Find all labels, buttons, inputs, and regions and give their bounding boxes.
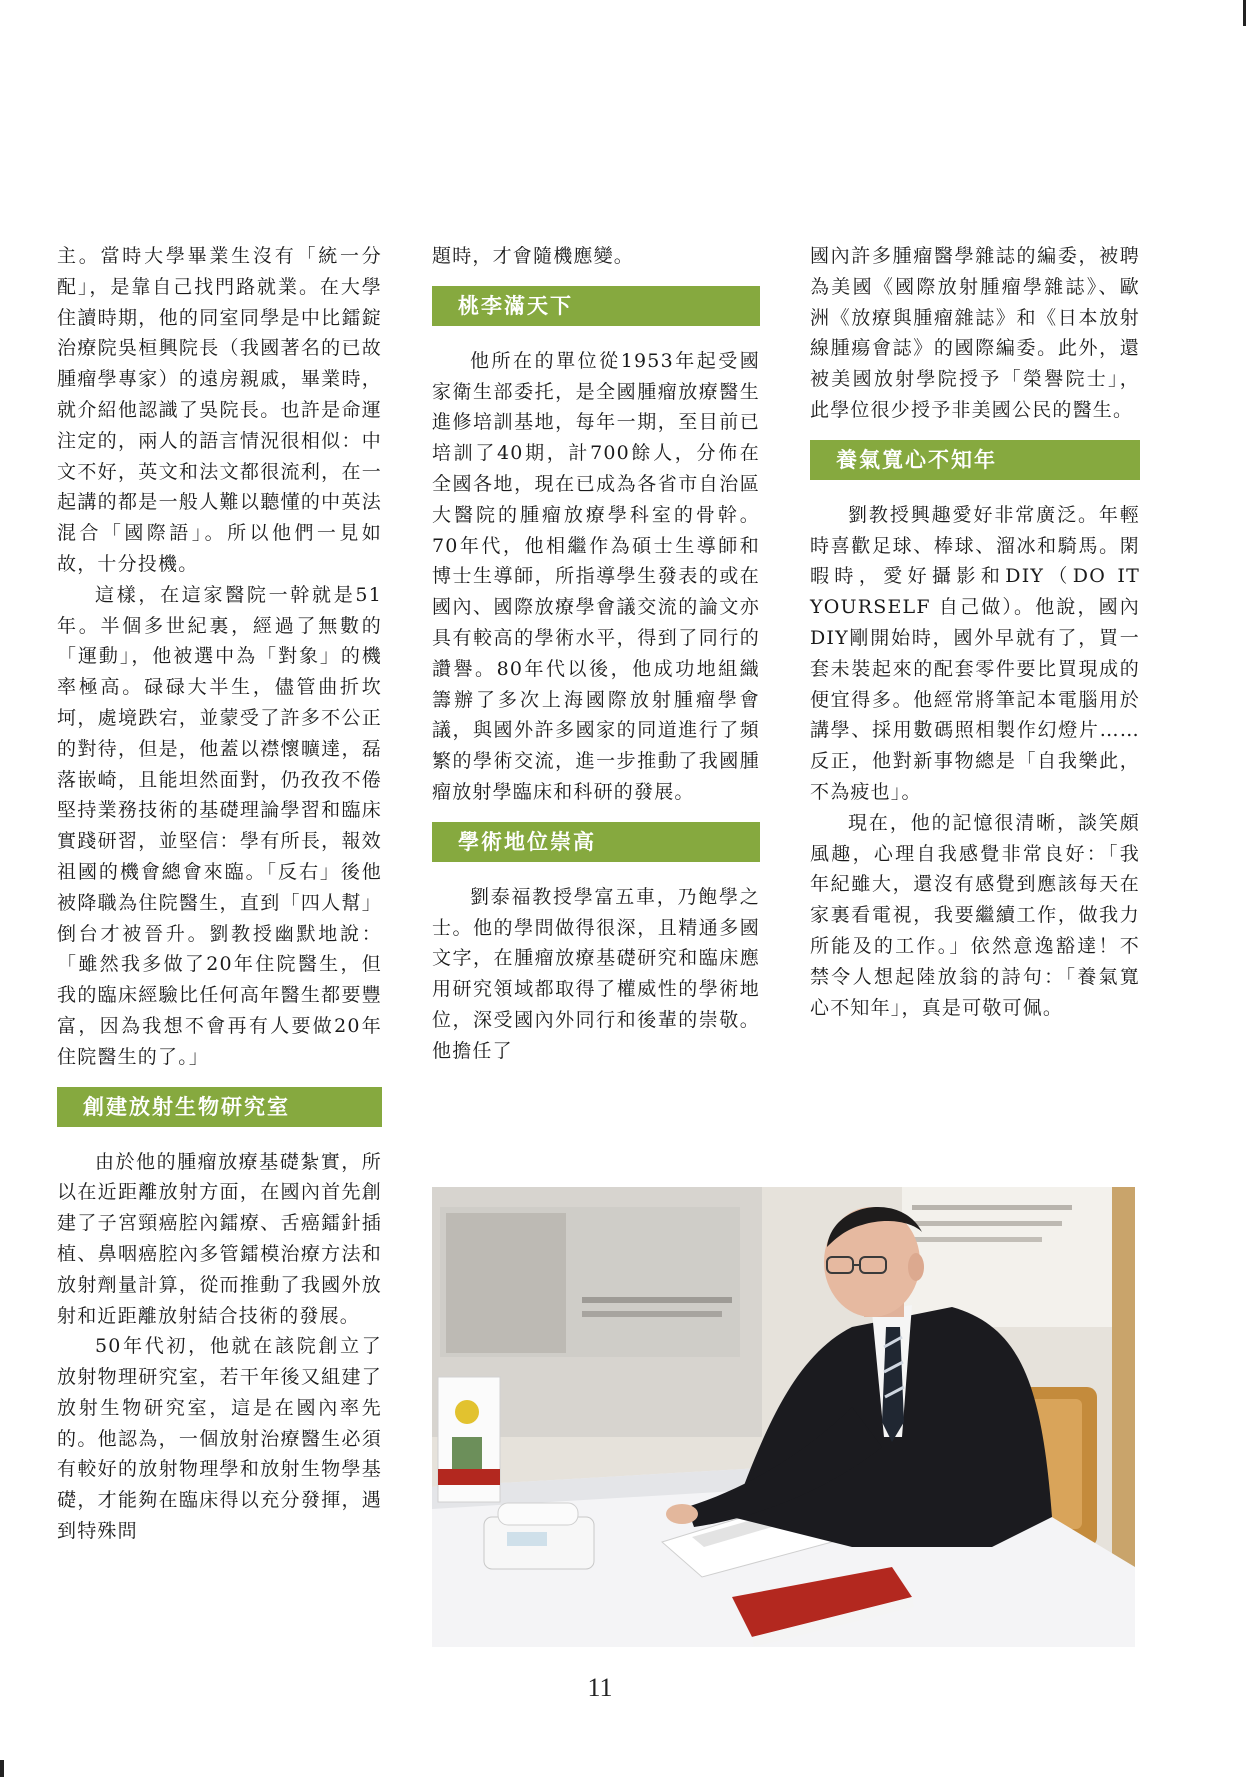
- paragraph: 國內許多腫瘤醫學雜誌的編委，被聘為美國《國際放射腫瘤學雜誌》、歐洲《放療與腫瘤雜誌》和《日本放射線腫瘍會誌》的國際編委。此外，還被美國放射學院授予「榮譽院士」，此學位很少授予非美國公民的醫生。: [810, 245, 1140, 421]
- section-heading: 創建放射生物研究室: [57, 1087, 382, 1127]
- scan-mark: [1243, 0, 1246, 26]
- paragraph: 劉教授興趣愛好非常廣泛。年輕時喜歡足球、棒球、溜冰和騎馬。閑暇時，愛好攝影和DIY（DO IT YOURSELF 自己做）。他說，國內DIY剛開始時，國外早就有了，買一套未裝起來的配套零件要比買現成的便宜得多。他經常將筆記本電腦用於講學、採用數碼照相製作幻燈片……反正，他對新事物總是「自我樂此，不為疲也」。: [810, 503, 1140, 803]
- paragraph: 這樣，在這家醫院一幹就是51年。半個多世紀裏，經過了無數的「運動」，他被選中為「對象」的機率極高。碌碌大半生，儘管曲折坎坷，處境跌宕，並蒙受了許多不公正的對待，但是，他蓋以襟懷曠達，磊落嵌崎，且能坦然面對，仍孜孜不倦堅持業務技術的基礎理論學習和臨床實踐研習，並堅信：學有所長，報效祖國的機會總會來臨。「反右」後他被降職為住院醫生，直到「四人幫」倒台才被晉升。劉教授幽默地說：「雖然我多做了20年住院醫生，但我的臨床經驗比任何高年醫生都要豐富，因為我想不會再有人要做20年住院醫生的了。」: [57, 583, 382, 1068]
- paragraph: 他所在的單位從1953年起受國家衛生部委托，是全國腫瘤放療醫生進修培訓基地，每年一期，至目前已培訓了40期，計700餘人，分佈在全國各地，現在已成為各省市自治區大醫院的腫瘤放療學科室的骨幹。70年代，他相繼作為碩士生導師和博士生導師，所指導學生發表的或在國內、國際放療學會議交流的論文亦具有較高的學術水平，得到了同行的讚譽。80年代以後，他成功地組織籌辦了多次上海國際放射腫瘤學會議，與國外許多國家的同道進行了頻繁的學術交流，進一步推動了我國腫瘤放射學臨床和科研的發展。: [432, 349, 760, 803]
- paragraph: 現在，他的記憶很清晰，談笑頗風趣，心理自我感覺非常良好：「我年紀雖大，還沒有感覺到應該每天在家裏看電視，我要繼續工作，做我力所能及的工作。」依然意逸豁達！不禁令人想起陸放翁的詩句：「養氣寬心不知年」，真是可敬可佩。: [810, 811, 1140, 1019]
- professor-photo: [432, 1187, 1135, 1647]
- paragraph: 主。當時大學畢業生沒有「統一分配」，是靠自己找門路就業。在大學住讀時期，他的同室同學是中比鐳錠治療院吳桓興院長（我國著名的已故腫瘤學專家）的遠房親戚，畢業時，就介紹他認識了吳院長。也許是命運注定的，兩人的語言情況很相似：中文不好，英文和法文都很流利，在一起講的都是一般人難以聽懂的中英法混合「國際語」。所以他們一見如故，十分投機。: [57, 245, 382, 575]
- paragraph: 題時，才會隨機應變。: [432, 245, 635, 267]
- paragraph: 劉泰福教授學富五車，乃飽學之士。他的學問做得很深，且精通多國文字，在腫瘤放療基礎研究和臨床應用研究領域都取得了權威性的學術地位，深受國內外同行和後輩的崇敬。他擔任了: [432, 885, 760, 1062]
- column-1: [57, 241, 382, 1547]
- paragraph: 50年代初，他就在該院創立了放射物理研究室，若干年後又組建了放射生物研究室，這是在國內率先的。他認為，一個放射治療醫生必須有較好的放射物理學和放射生物學基礎，才能夠在臨床得以充分發揮，遇到特殊問: [57, 1335, 382, 1543]
- section-heading: 桃李滿天下: [432, 286, 760, 326]
- section-heading: 養氣寬心不知年: [810, 440, 1140, 480]
- scan-mark: [0, 1760, 4, 1777]
- section-heading: 學術地位崇高: [432, 822, 760, 862]
- column-3: [810, 241, 1140, 1023]
- column-2: [432, 241, 760, 1067]
- paragraph: 由於他的腫瘤放療基礎紮實，所以在近距離放射方面，在國內首先創建了子宮頸癌腔內鐳療、舌癌鐳針插植、鼻咽癌腔內多管鐳模治療方法和放射劑量計算，從而推動了我國外放射和近距離放射結合技術的發展。: [57, 1150, 382, 1327]
- page-number: 11: [587, 1673, 613, 1702]
